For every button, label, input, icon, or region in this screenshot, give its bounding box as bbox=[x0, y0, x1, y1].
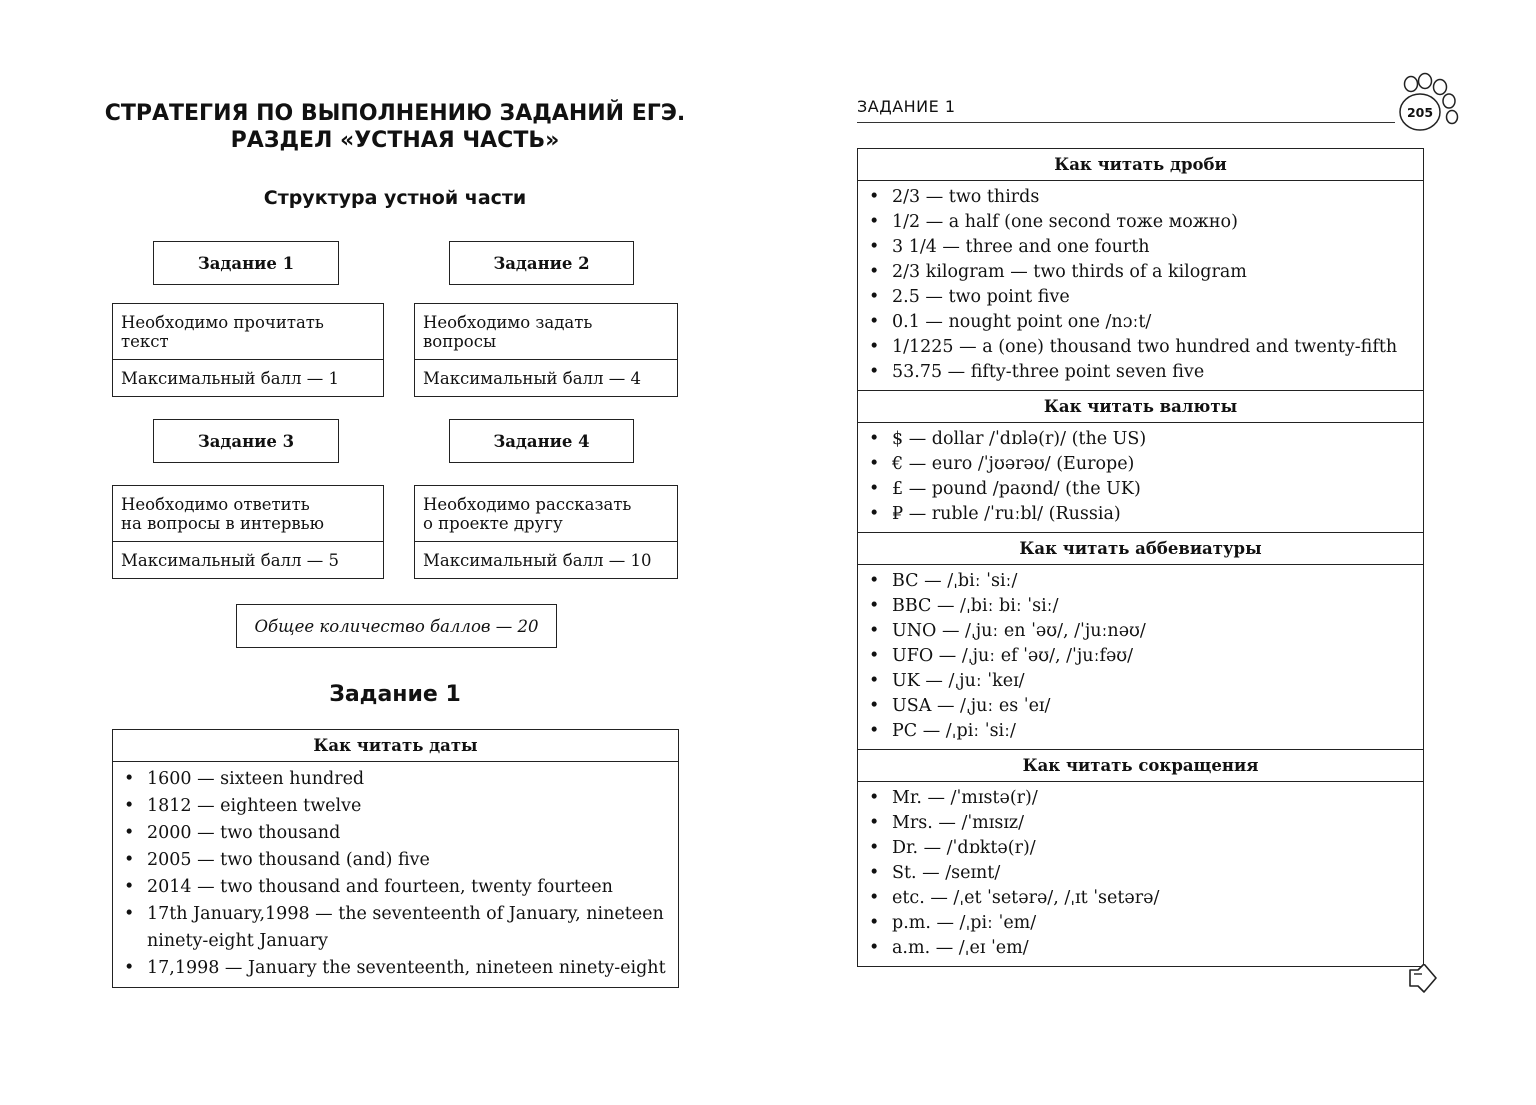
task-1-desc-line1: Необходимо прочитать bbox=[121, 313, 324, 332]
contractions-list bbox=[858, 786, 1423, 961]
dates-list bbox=[113, 766, 678, 982]
abbreviations-list bbox=[858, 569, 1423, 744]
section-title: Задание 1 bbox=[329, 682, 461, 707]
task-3-description bbox=[113, 486, 383, 542]
reference-table bbox=[857, 148, 1424, 967]
list-item: • UFO — /ˌjuː ef ˈəʊ/, /ˈjuːfəʊ/ bbox=[892, 644, 1423, 669]
list-item: • USA — /ˌjuː es ˈeɪ/ bbox=[892, 694, 1423, 719]
task-1-score: Максимальный балл — 1 bbox=[121, 368, 340, 388]
page-title bbox=[90, 100, 700, 154]
task-2-heading: Задание 2 bbox=[449, 241, 634, 285]
list-item: • p.m. — /ˌpiː ˈem/ bbox=[892, 911, 1423, 936]
page-title-line1: СТРАТЕГИЯ ПО ВЫПОЛНЕНИЮ ЗАДАНИЙ ЕГЭ. bbox=[104, 101, 686, 126]
list-item: • BC — /ˌbiː ˈsiː/ bbox=[892, 569, 1423, 594]
list-item: • ₽ — ruble /ˈruːbl/ (Russia) bbox=[892, 502, 1423, 527]
list-item: • 2/3 — two thirds bbox=[892, 185, 1423, 210]
list-item: • 1/2 — a half (one second тоже можно) bbox=[892, 210, 1423, 235]
list-item: • a.m. — /ˌeɪ ˈem/ bbox=[892, 936, 1423, 961]
task-2-description bbox=[415, 304, 677, 360]
list-item: • Mrs. — /ˈmɪsɪz/ bbox=[892, 811, 1423, 836]
fractions-list bbox=[858, 185, 1423, 385]
task-1-description bbox=[113, 304, 383, 360]
task-2-box bbox=[414, 303, 678, 397]
task-1-heading: Задание 1 bbox=[153, 241, 339, 285]
list-item: • 2000 — two thousand bbox=[147, 820, 678, 847]
list-item: • 17th January,1998 — the seventeenth of January, nineteen ninety-eight January bbox=[147, 901, 678, 955]
currencies-heading: Как читать валюты bbox=[858, 391, 1424, 423]
list-item: • 1600 — sixteen hundred bbox=[147, 766, 678, 793]
task-1-desc-line2: текст bbox=[121, 332, 169, 351]
list-item: • € — euro /ˈjʊərəʊ/ (Europe) bbox=[892, 452, 1423, 477]
list-item: • UNO — /ˌjuː en ˈəʊ/, /ˈjuːnəʊ/ bbox=[892, 619, 1423, 644]
list-item: • 2005 — two thousand (and) five bbox=[147, 847, 678, 874]
list-item: • Mr. — /ˈmɪstə(r)/ bbox=[892, 786, 1423, 811]
task-4-heading: Задание 4 bbox=[449, 419, 634, 463]
list-item: • BBC — /ˌbiː biː ˈsiː/ bbox=[892, 594, 1423, 619]
list-item: • PC — /ˌpiː ˈsiː/ bbox=[892, 719, 1423, 744]
list-item: • $ — dollar /ˈdɒlə(r)/ (the US) bbox=[892, 427, 1423, 452]
list-item: • UK — /ˌjuː ˈkeɪ/ bbox=[892, 669, 1423, 694]
dates-table bbox=[112, 729, 679, 988]
list-item: • 2014 — two thousand and fourteen, twenty fourteen bbox=[147, 874, 678, 901]
task-2-score: Максимальный балл — 4 bbox=[423, 368, 642, 388]
list-item: • Dr. — /ˈdɒktə(r)/ bbox=[892, 836, 1423, 861]
task-4-desc-line2: о проекте другу bbox=[423, 514, 563, 533]
list-item: • 3 1/4 — three and one fourth bbox=[892, 235, 1423, 260]
list-item: • 17,1998 — January the seventeenth, nineteen ninety-eight bbox=[147, 955, 678, 982]
task-4-description bbox=[415, 486, 677, 542]
task-4-box bbox=[414, 485, 678, 579]
abbreviations-heading: Как читать аббевиатуры bbox=[858, 533, 1424, 565]
list-item: • 2/3 kilogram — two thirds of a kilogram bbox=[892, 260, 1423, 285]
page-title-line2: РАЗДЕЛ «УСТНАЯ ЧАСТЬ» bbox=[230, 128, 560, 153]
list-item: • 53.75 — fifty-three point seven five bbox=[892, 360, 1423, 385]
fractions-heading: Как читать дроби bbox=[858, 149, 1424, 181]
total-score-box: Общее количество баллов — 20 bbox=[236, 604, 557, 648]
list-item: • 0.1 — nought point one /nɔːt/ bbox=[892, 310, 1423, 335]
list-item: • 1812 — eighteen twelve bbox=[147, 793, 678, 820]
page-number: 205 bbox=[1406, 105, 1434, 120]
list-item: • £ — pound /paʊnd/ (the UK) bbox=[892, 477, 1423, 502]
task-4-desc-line1: Необходимо рассказать bbox=[423, 495, 632, 514]
list-item: • 2.5 — two point five bbox=[892, 285, 1423, 310]
contractions-heading: Как читать сокращения bbox=[858, 750, 1424, 782]
list-item: • etc. — /ˌet ˈsetərə/, /ˌɪt ˈsetərə/ bbox=[892, 886, 1423, 911]
currencies-list bbox=[858, 427, 1423, 527]
list-item: • St. — /seɪnt/ bbox=[892, 861, 1423, 886]
task-1-box bbox=[112, 303, 384, 397]
task-3-box bbox=[112, 485, 384, 579]
running-header: ЗАДАНИЕ 1 bbox=[857, 97, 956, 116]
dates-heading: Как читать даты bbox=[113, 730, 679, 762]
task-3-desc-line2: на вопросы в интервью bbox=[121, 514, 325, 533]
task-4-score: Максимальный балл — 10 bbox=[423, 550, 652, 570]
structure-title: Структура устной части bbox=[263, 187, 527, 209]
task-3-desc-line1: Необходимо ответить bbox=[121, 495, 310, 514]
task-2-desc-line1: Необходимо задать bbox=[423, 313, 593, 332]
task-2-desc-line2: вопросы bbox=[423, 332, 497, 351]
list-item: • 1/1225 — a (one) thousand two hundred and twenty-fifth bbox=[892, 335, 1423, 360]
task-3-score: Максимальный балл — 5 bbox=[121, 550, 340, 570]
header-rule bbox=[857, 122, 1395, 123]
paw-icon bbox=[1393, 72, 1459, 138]
next-page-arrow-icon bbox=[1404, 964, 1440, 994]
task-3-heading: Задание 3 bbox=[153, 419, 339, 463]
